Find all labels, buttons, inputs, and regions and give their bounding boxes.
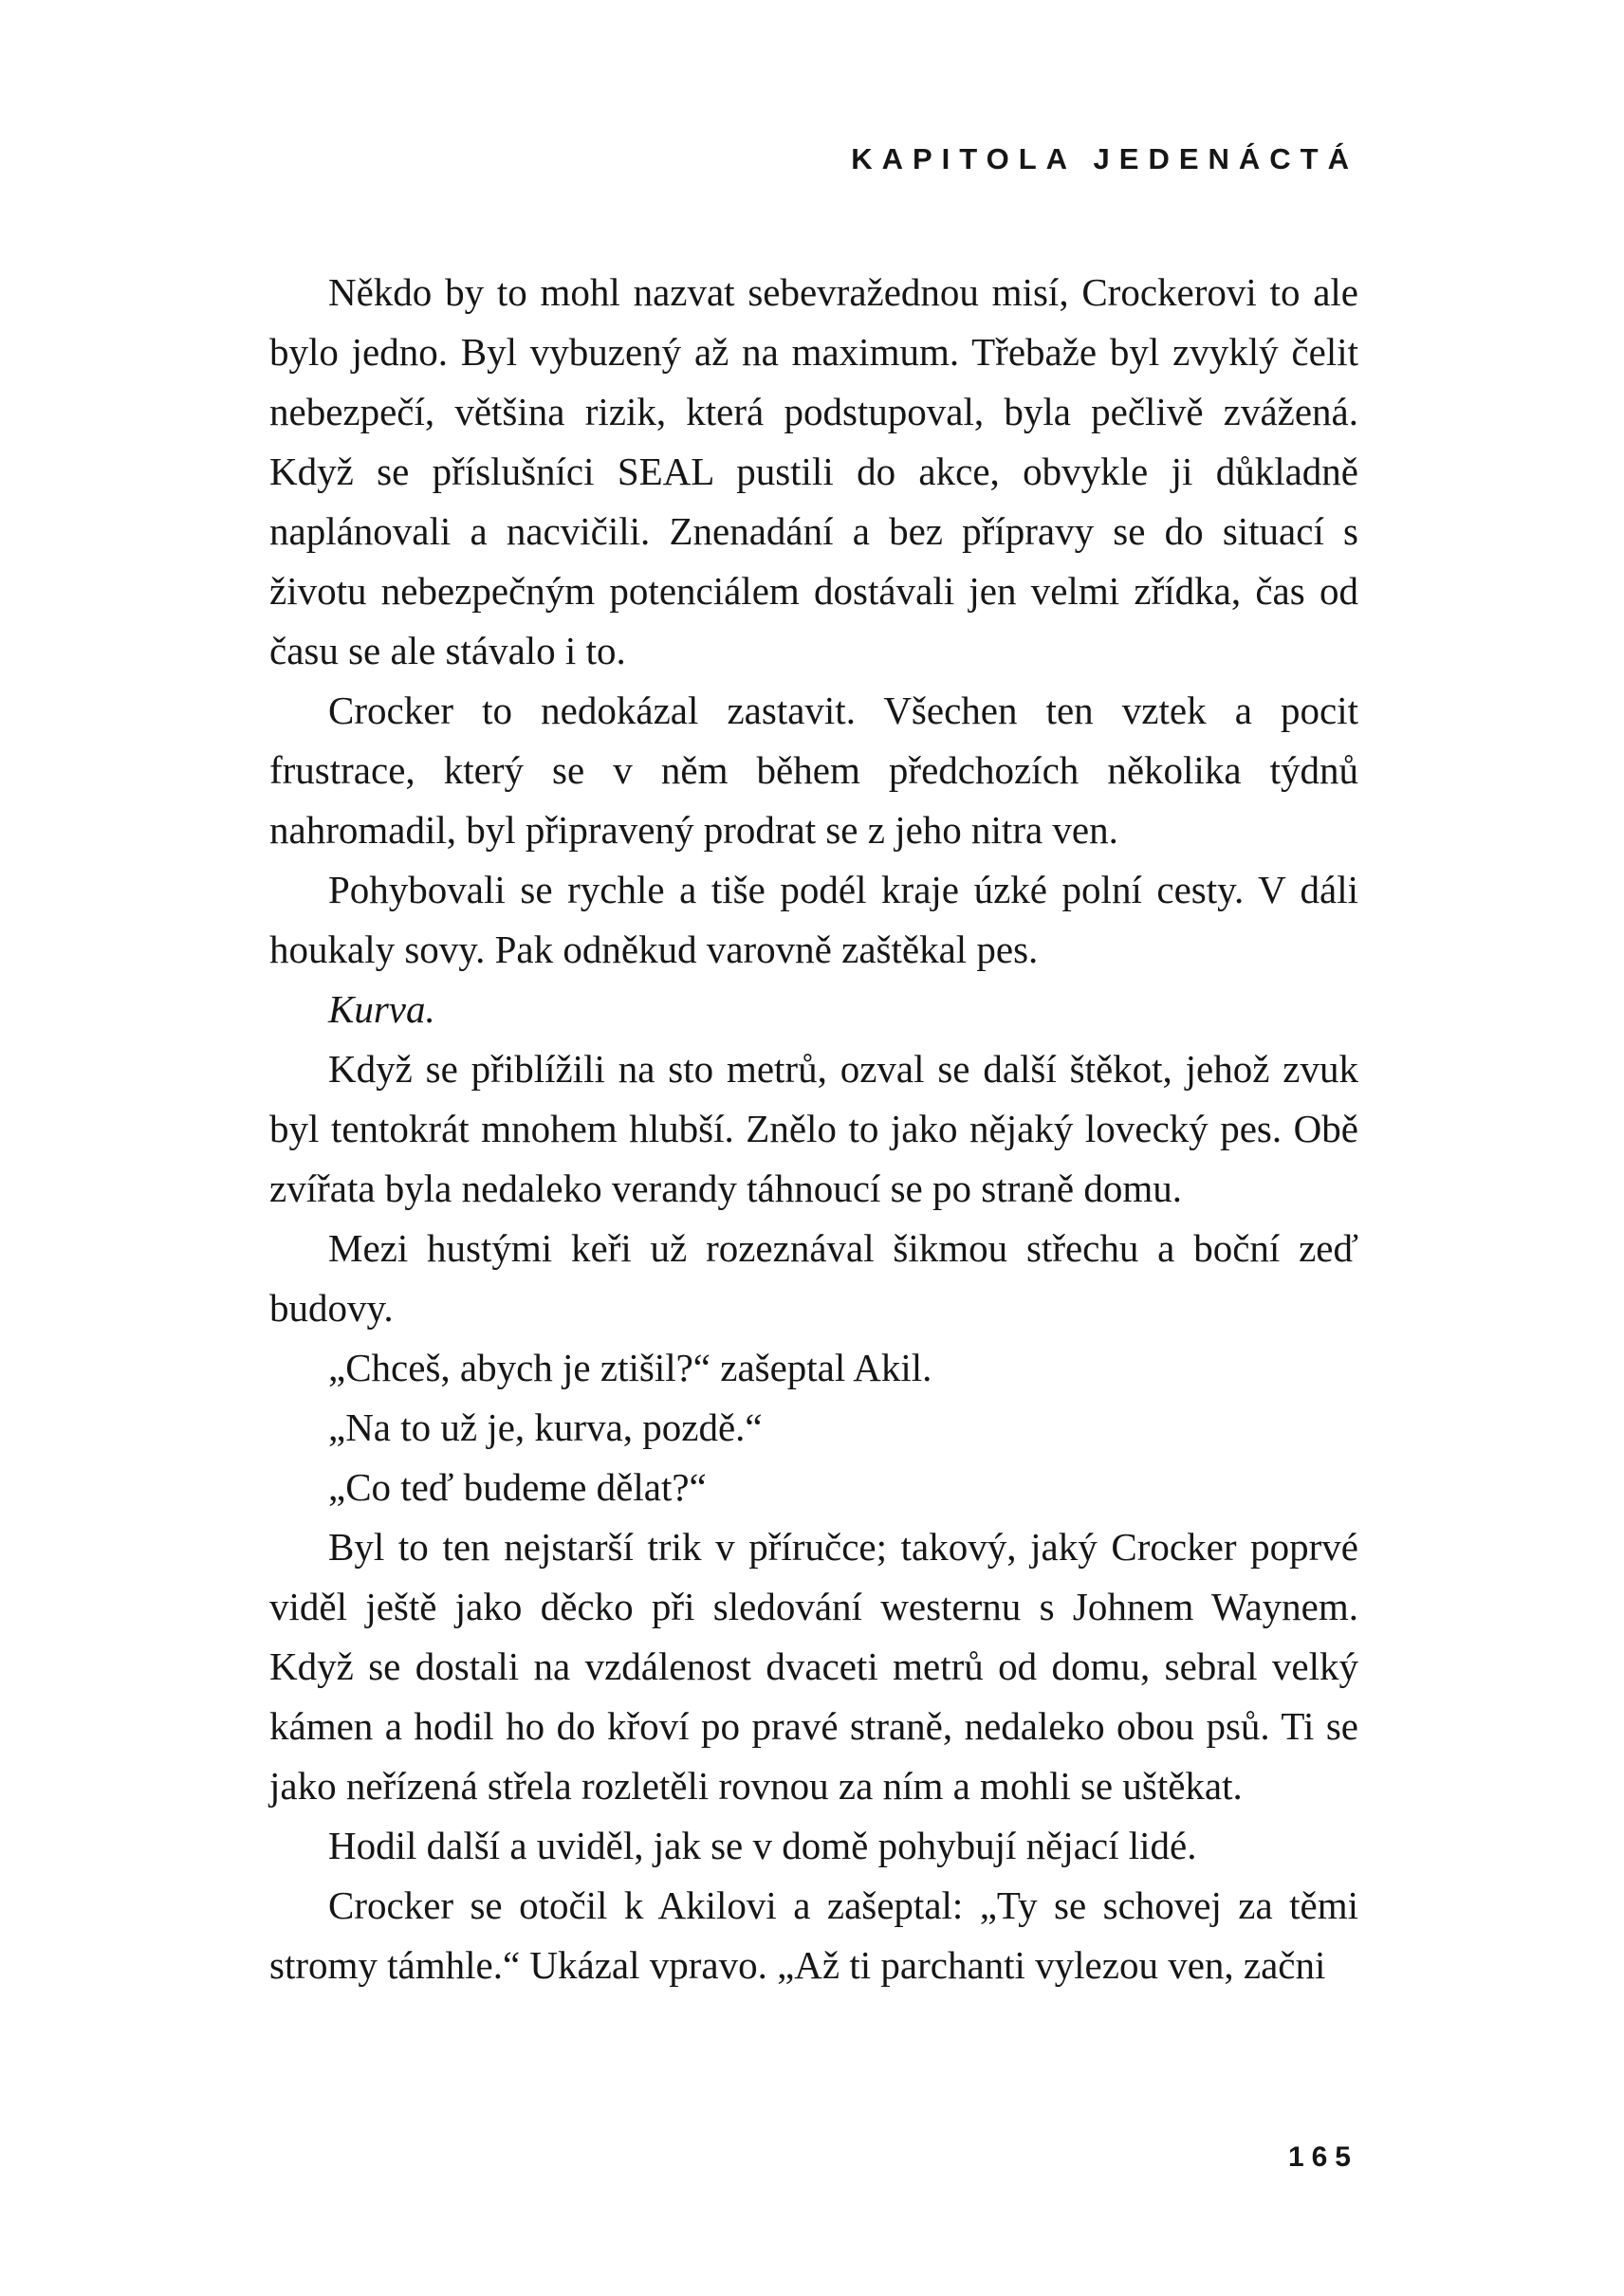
paragraph: „Chceš, abych je ztišil?“ zašeptal Akil.: [328, 1346, 932, 1389]
paragraph: Kurva.: [328, 987, 435, 1031]
paragraph: Když se přiblížili na sto metrů, ozval se další štěkot, jehož zvuk byl tentokrát mnohem hlubší. Znělo to jako nějaký lovecký pes. Obě zvířata byla nedaleko verandy táhnoucí se po straně domu.: [269, 1047, 1358, 1210]
chapter-header: KAPITOLA JEDENÁCTÁ: [851, 142, 1358, 175]
body-text: [269, 263, 1358, 1995]
paragraph: Mezi hustými keři už rozeznával šikmou střechu a boční zeď budovy.: [269, 1226, 1358, 1330]
paragraph: Crocker to nedokázal zastavit. Všechen ten vztek a pocit frustrace, který se v něm během předchozích několika týdnů nahromadil, byl připravený prodrat se z jeho nitra ven.: [269, 689, 1358, 852]
paragraph: Někdo by to mohl nazvat sebevražednou misí, Crockerovi to ale bylo jedno. Byl vybuzený až na maximum. Třebaže byl zvyklý čelit nebezpečí, většina rizik, která podstupoval, byla pečlivě zvážená. Když se příslušníci SEAL pustili do akce, obvykle ji důkladně naplánovali a nacvičili. Znenadání a bez přípravy se do situací s životu nebezpečným potenciálem dostávali jen velmi zřídka, čas od času se ale stávalo i to.: [269, 270, 1358, 672]
paragraph: Hodil další a uviděl, jak se v domě pohybují nějací lidé.: [328, 1824, 1197, 1867]
paragraph: „Co teď budeme dělat?“: [328, 1465, 707, 1509]
paragraph: Byl to ten nejstarší trik v příručce; takový, jaký Crocker poprvé viděl ještě jako děcko při sledování westernu s Johnem Waynem. Když se dostali na vzdálenost dvaceti metrů od domu, sebral velký kámen a hodil ho do křoví po pravé straně, nedaleko obou psů. Ti se jako neřízená střela rozletěli rovnou za ním a mohli se uštěkat.: [269, 1525, 1358, 1808]
page-number: 165: [1287, 2141, 1358, 2173]
paragraph: „Na to už je, kurva, pozdě.“: [328, 1405, 763, 1449]
paragraph: Crocker se otočil k Akilovi a zašeptal: „Ty se schovej za těmi stromy támhle.“ Ukázal vpravo. „Až ti parchanti vylezou ven, začni: [269, 1883, 1358, 1987]
paragraph: Pohybovali se rychle a tiše podél kraje úzké polní cesty. V dáli houkaly sovy. Pak odněkud varovně zaštěkal pes.: [269, 868, 1358, 971]
